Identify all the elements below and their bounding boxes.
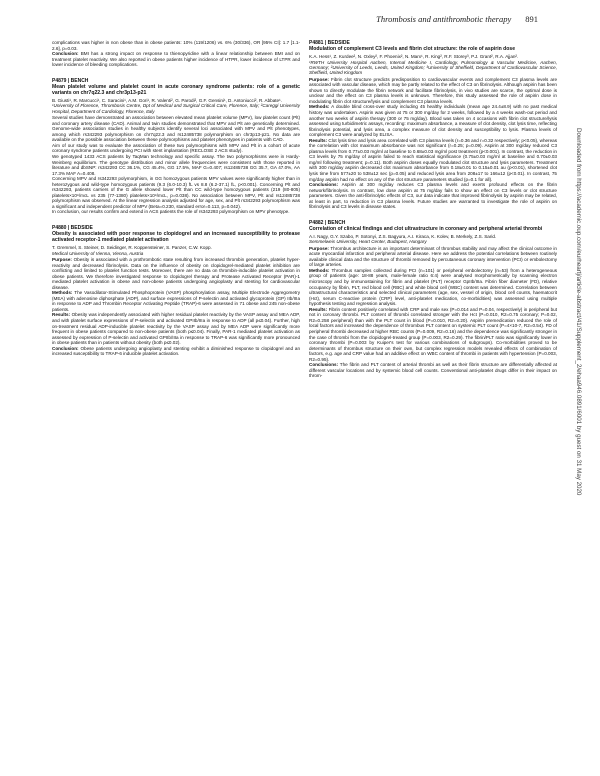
abstract-affiliation: Semmelweis University, Heart Center, Budapest, Hungary	[309, 239, 427, 245]
section-label: Purpose:	[309, 245, 329, 251]
abstract-p4882	[309, 220, 557, 379]
section-label: Conclusions:	[309, 362, 339, 368]
abstract-section	[309, 138, 557, 182]
abstract-affiliation: ¹RWTH University Hospital Aachen, Internal Medicine I, Cardiology, Pulmonology & Vascular Medicine, Aachen, Germany; ²University of Leeds, Leeds, United Kingdom; ³University of Sheffield, Department of Cardiovascular Science, Sheffield, United Kingdom	[309, 59, 557, 76]
abstract-affiliation: ¹University of Florence, Thrombosis Centre, Dpt of Medical and Surgical Critical Care, Florence, Italy; ²Careggi University Hospital, Department of Cardiology, Florence, Italy	[52, 103, 300, 114]
abstract-paragraph: Several studies have demonstrated an association between elevated mean platelet volume (MPV), low platelet count (Plt) and coronary artery disease (CAD). Animal and twin studies demonstrated that MPV and Plt are genetically determined. Genome-wide association studies in healthy subjects identify several loci associated with MPV and Plt phenotypes, among which rs342293 polymorphism on chr7q22.3 and rs12485738 polymorphism on chr3p13-p21. No data are available on the possible association between these polymorphisms and platelet phenotypes in patients with CAD.	[52, 115, 300, 143]
section-label: Methods:	[309, 104, 330, 110]
section-text: Fibrin content positively correlated with CRP and male sex (P=0.014 and P=0.04, respectively) in peripheral but not in coronary thrombi. PLT content of thrombi correlated stronger with the Hct (P=0.010, R2=0.75 coronary; P=0.02, R2=0.258 peripheral) than with the PLT count in blood (P=0.010, R2=0.20). Aspirin premedication reduced the role of local factors and increased the dependence of thrombus PLT content on systemic PLT count (P=4×10-7, R2=0.54). FD of peripheral thrombi decreased at higher RBC counts (P=0.009, R2=0.16) and the dependence was significantly stronger in the case of thrombi from the clopidogrel-treated group (P=0.003, R2=0.29). The fibrin/PLT ratio was significantly lower in coronary thrombi (P=0.003 by Kuiper's test for various combinations of subgroups). Co-morbidities proved to be determinants of thrombus structure on their own, but complex regression models revealed effects of combination of factors, e.g. age and CRP value had an additive effect on WBC content of thrombi in patients with hypertension (P=0.003, R2=0.95).	[309, 306, 557, 362]
abstract-authors: K.A. Hess¹, Z. Kurdee², N. Oxley², F. Phoenix², N. Marx¹, R. King², R.F. Storey³, P.J. Grant², R.A. Ajjan².	[309, 54, 519, 60]
left-column	[52, 40, 300, 357]
section-label: Methods:	[52, 290, 73, 296]
abstract-id: P4881 | BEDSIDE	[309, 40, 350, 46]
section-label: Methods:	[309, 267, 330, 273]
section-text: Fibrin clot structure predicts predisposition to cardiovascular events and complement C3 plasma levels are associated with vascular disease, which may be partly related to the effect of C3 on fibrinolysis. Although aspirin has been shown to directly modulate the fibrin network and facilitate fibrinolysis, in vivo studies are scarce, the optimal dose is unclear and the effect on C3 plasma levels is unknown. Therefore, this study assessed the role of aspirin dose in modulating fibrin clot structure/lysis and complement C3 plasma levels.	[309, 76, 557, 104]
page-number: 891	[525, 14, 538, 24]
abstract-section	[309, 307, 557, 362]
abstract-p4879	[52, 78, 300, 215]
section-text: Obesity is associated with a prothrombotic state resulting from increased thrombin generation, platelet hyper-reactivity and decreased fibrinolysis. Data on the influence of obesity on clopidogrel-mediated platelet inhibition are conflicting and limited to platelet function tests. Moreover, there are no data on thrombin-inducible platelet activation in obese patients. We therefore investigated response to clopidogrel therapy and Protease Activated Receptor (PAR)-1 mediated platelet activation in obese and non-obese patients undergoing angioplasty and stenting for cardiovascular disease.	[52, 256, 301, 290]
abstract-p4880	[52, 225, 300, 357]
abstract-section	[52, 257, 300, 290]
abstract-paragraph: In conclusion, our results confirm and extend in ACS patients the role of rs342293 polymorphism on MPV phenotype.	[52, 209, 290, 215]
section-text: Thrombus samples collected during PCI (n=101) or peripheral embolectomy (n=53) from a heterogeneous group of patients (age: 18-88 years, male-female ratio 6:4) were analysed morphometrically by scanning electron microscopy and by immunostaining for fibrin and platelet (PLT) receptor GpIIb/IIIa. Fibrin fiber diameter (FD), relative occupancy by fibrin, PLT, red blood cell (RBC) and white blood cell (WBC) content was determined. Correlation between ultrastructural characteristics and selected clinical parameters (age, sex, vessel of origin, blood cell counts, haematocrit (Hct), serum C-reactive protein (CRP) level, anti-platelet medication, co-morbidities) was assessed using multiple hypothesis testing and regression analysis.	[309, 267, 557, 307]
abstract-title: Modulation of complement C3 levels and fibrin clot structure: the role of aspirin dose	[309, 46, 516, 52]
abstract-title: Obesity is associated with poor response to clopidogrel and an increased susceptibility to protease activated receptor-1 mediated platelet activation	[52, 230, 300, 244]
abstract-affiliation: Medical University of Vienna, Vienna, Austria	[52, 250, 144, 256]
section-text: The Vasodilator-Stimulated Phosphoprotein (VASP) phosphorylation assay, Multiple Electrode Aggregometry (MEA) with adenosine diphosphate (ADP), and surface expressions of P-selectin and activated glycoprotein (GP) IIb/IIIa in response to ADP and Thrombin Receptor Activating Peptide (TRAP)-6 were assessed in 71 obese and 245 non-obese patients.	[52, 290, 301, 312]
abstract-id: P4882 | BENCH	[309, 219, 346, 226]
journal-section-title: Thrombosis and antithrombotic therapy	[376, 14, 512, 24]
section-text: Clot lysis time and lysis area correlated with C3 plasma levels (r=0.36 and r=0.32 respectively; p<0.05), whereas the correlation with clot maximum absorbance was not significant (r=0.25; p=0.09). Aspirin at 300 mg/day reduced C3 plasma levels from 0.77±0.03 mg/ml at baseline to 0.68±0.03 mg/ml post treatment (p<0.001). In contrast, the reduction in C3 levels by 75 mg/day of aspirin failed to reach statistical significance (0.75±0.03 mg/ml at baseline and 0.70±0.03 mg/ml following treatment; p=0.11). Both aspirin doses equally modulated clot structure and lysis parameters. Treatment with 300 mg/day aspirin decreased clot maximum absorbance from 0.18±0.01 to 0.15±0.01 au (p<0.01), shortened clot lysis time from 577±20 to 538±12 sec (p=0.05) and reduced lysis area from 208±17 to 166±12 (p<0.01). In contrast, 75 mg/day aspirin had no effect on any of the clot structure parameters studied (p=0.1 for all).	[309, 137, 557, 182]
abstract-section	[309, 362, 557, 379]
section-text: Obese patients undergoing angioplasty and stenting exhibit a diminished response to clopidogrel and an increased susceptibility to TRAP-6 inducible platelet activation.	[52, 345, 300, 357]
section-text: Obesity was independently associated with higher residual platelet reactivity by the VASP assay and MEA ADP, and with platelet surface expressions of P-selectin and activated GPIIb/IIIa in response to ADP (all p≤0.04). Further, high on-treatment residual ADP-inducible platelet reactivity by the VASP assay and by MEA ADP were significantly more frequent in obese patients compared to non-obese patients (both p≤0.04). Finally, PAR-1 mediated platelet activation as assessed by expression of P-selectin and activated GPIIb/IIIa in response to TRAP-6 was significantly more pronounced in obese patients than in patients without obesity (both p≤0.02).	[52, 312, 301, 346]
abstract-p4881	[309, 40, 557, 210]
section-text: A double blind cross-over study including 45 healthy individuals (mean age 24.4±8.9) with no past medical history was undertaken. Aspirin was given at 75 or 300 mg/day for 2 weeks, followed by a 4 weeks wash-out period and another two weeks of aspirin therapy (300 or 75 mg/day). Blood was taken on 4 occasions with fibrin clot structure/lysis assessed using turbidimetric assays, recording: maximum absorbance, a measure of clot density, clot lysis time, reflecting fibrinolysis potential, and lysis area, a complex measure of clot density and susceptibility to lysis. Plasma levels of complement C3 were analyzed by ELISA.	[309, 104, 557, 138]
section-text: The fibrin and PLT content of arterial thrombi as well as their fibrin structure are differentially affected at different vascular locations and by systemic blood cell counts. Conventional anti-platelet drugs differ in their impact on throm-	[309, 362, 557, 379]
abstract-title: Correlation of clinical findings and clot ultrastructure in coronary and peripheral arterial thrombi	[309, 225, 543, 232]
abstract-paragraph: Aim of our study was to evaluate the association of these two polymorphisms with MPV and Plt in a cohort of acute coronary syndrome patients undergoing PCI with stent implantation (RECLOSE 2 ACS study).	[52, 142, 300, 154]
continuation-conclusion	[52, 51, 300, 68]
abstract-authors: A.I. Nagy, G.Y. Szabo, P. Sotonyi, Z.S. Bagyura, A.I. Kiraca, K. Kolev, B. Merkely, Z.S. Sarid.	[309, 233, 497, 239]
abstract-section	[309, 268, 557, 307]
abstract-authors: B. Giusti¹, R. Marcucci¹, C. Saracini¹, A.M. Gori¹, R. Valenti², G. Parodi², G.F. Gensini¹, D. Antoniucci², R. Abbate¹.	[52, 97, 282, 103]
abstract-section	[52, 290, 300, 312]
abstract-id: P4879 | BENCH	[52, 77, 89, 84]
abstract-section	[309, 182, 557, 210]
section-label: Results:	[309, 137, 328, 143]
abstract-title: Mean platelet volume and platelet count in acute coronary syndrome patients: role of a genetic variants on chr7q22.3 and chr3p13-p21	[52, 83, 300, 96]
abstract-paragraph: We genotyped 1433 ACS patients by TaqMan technology and specific assay. The two polymorphisms were in Hardy-Weinberg equilibrium. The genotype distribution and minor allele frequencies were consistent with those reported in literature and dbSNP: rs342293 CC 36.1%, CG 45.4%, GG 17.5%, MAF G=0.407; rs12485738 GG 35.7, GA 47.0%, AA 17.3% MAF A=0.408.	[52, 153, 300, 176]
section-text: Aspirin at 300 mg/day reduces C3 plasma levels and exerts profound effects on the fibrin network/fibrinolysis. In contrast, low dose aspirin at 75 mg/day fails to show an effect on C3 levels or clot structure parameters. Given the anti-fibrinolytic effects of C3, our data indicate that improved fibrinolysis by aspirin may be related, at least in part, to reduction in C3 plasma levels. Future studies are warranted to investigate the role of aspirin on fibrinolysis and C3 levels in disease states.	[309, 182, 558, 210]
abstract-section	[52, 312, 300, 345]
abstract-section	[309, 77, 557, 105]
conclusion-text: BMI has a strong impact on response to thienopyridine with a linear relationship between BMI and on treatment platelet reactivity. We also reported in obese patients higher incidence of HTPR, lower incidence of LTPR and lower incidence of bleeding complications.	[52, 51, 300, 68]
section-label: Purpose:	[309, 76, 329, 82]
right-column	[309, 40, 557, 379]
abstract-paragraph: Concerning MPV and rs342293 polymorphism, in GG homozygous patients MPV values were significantly higher than in heterozygous and wild-type homozygous patients (9.3 (6.0-10.3) fL vs 8.8 (6.2-37.1) fL, p<0.001). Concerning Plt and rs342293, patients carriers of the G allele showed lower Plt than CC wild-type homozygous patients (219 (80-805) platelets×10⁹/mcL vs 235 (77-1380) platelets×10⁹/mcL, p=0.038). No association between MPV, Plt and rs12485738 polymorphism was observed. At the linear regression analysis adjusted for age, sex, and Plt rs342293 polymorphism was a significant and independent predictor of MPV (Beta=0.230, standard error=0.113, p=0.042).	[52, 176, 300, 209]
abstract-authors: T. Gremmel, S. Steiner, D. Seidinger, R. Koppensteiner, S. Panzer, C.W. Kopp.	[52, 245, 212, 251]
abstract-section	[52, 346, 300, 357]
download-watermark: Downloaded from https://academic.oup.com/eurheartj/article-abstract/41/Supplement_2/ehaa946.0891/6001 by guest on 31 May 2020	[575, 128, 582, 496]
section-label: Purpose:	[52, 256, 72, 262]
section-text: Thrombus architecture is an important determinant of thrombus stability and may affect the clinical outcome in acute myocardial infarction and peripheral arterial disease. Here we address the potential correlations between routinely available clinical data and the structure of thrombi removed by percutaneous coronary intervention (PCI) or embolectomy of large arteries.	[309, 245, 557, 268]
section-label: Conclusions:	[309, 182, 339, 188]
section-label: Conclusion:	[52, 345, 79, 351]
conclusion-label: Conclusion:	[52, 51, 79, 57]
abstract-section	[309, 104, 557, 137]
continuation-text: complications was higher in non obese than in obese patients: 10% (119/1206) vs. 6% (30/336), OR [95% CI]: 1.7 [1.1-2.6], p=0.03.	[52, 40, 300, 51]
running-head	[0, 14, 538, 24]
abstract-section	[309, 246, 557, 268]
section-label: Results:	[52, 312, 71, 318]
abstract-id: P4880 | BEDSIDE	[52, 224, 93, 231]
section-label: Results:	[309, 306, 328, 312]
